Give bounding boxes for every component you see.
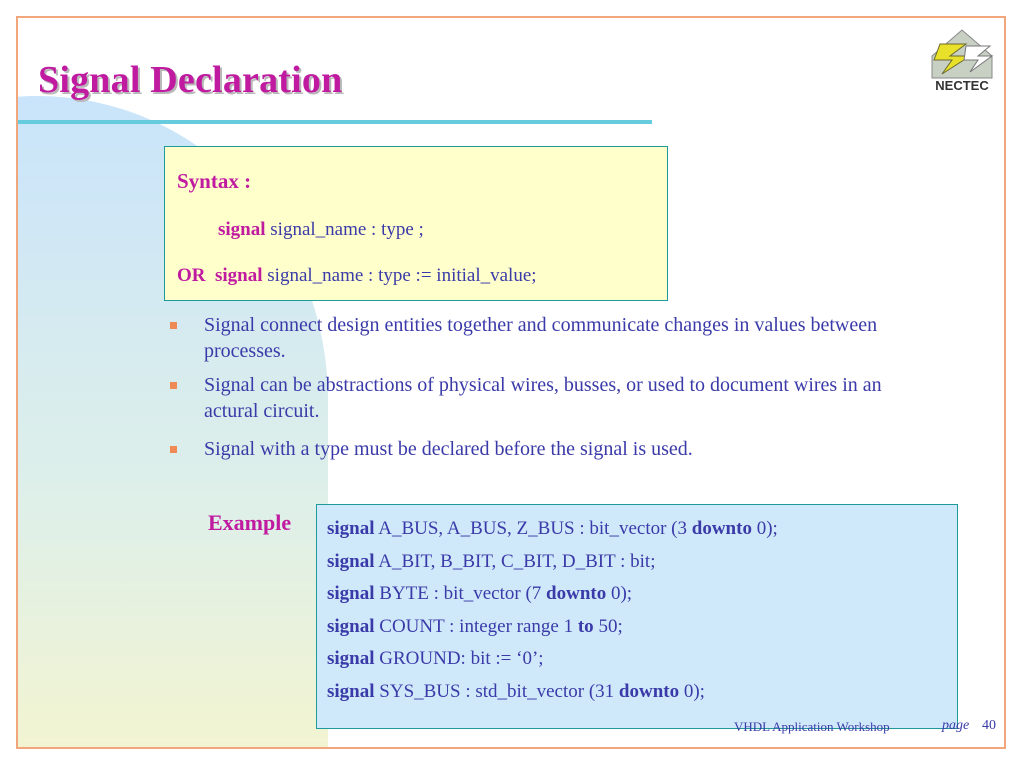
- syntax-line: [177, 265, 537, 287]
- code-line: [327, 643, 947, 676]
- code-text: COUNT : integer range 1: [374, 615, 578, 637]
- bullet-text: Signal connect design entities together and communicate changes in values between processes.: [204, 314, 878, 362]
- code-text: SYS_BUS : std_bit_vector (31: [374, 680, 619, 702]
- keyword: downto: [546, 583, 607, 604]
- bullet-list: [164, 312, 924, 462]
- code-text: 0);: [606, 583, 633, 604]
- code-line: [327, 546, 947, 579]
- keyword: signal: [327, 518, 375, 539]
- code-text: BYTE : bit_vector (7: [374, 583, 547, 604]
- syntax-text: signal_name : type ;: [265, 219, 424, 240]
- bullet-text: Signal can be abstractions of physical wires, busses, or used to document wires in an actural circuit.: [204, 374, 882, 422]
- page-label: page: [942, 718, 970, 733]
- syntax-heading: Syntax :: [177, 169, 252, 193]
- bullet-icon: [170, 446, 177, 453]
- page-number: 40: [982, 718, 996, 733]
- logo-text: NECTEC: [935, 78, 989, 93]
- example-code-box: [316, 504, 958, 729]
- code-text: 0);: [751, 518, 778, 539]
- syntax-box: [164, 146, 668, 301]
- syntax-text: signal_name : type := initial_value;: [262, 265, 537, 286]
- keyword: signal: [327, 648, 375, 669]
- keyword: signal: [327, 680, 375, 702]
- code-line: [327, 611, 947, 644]
- footer-workshop: VHDL Application Workshop: [734, 719, 890, 734]
- code-text: A_BUS, A_BUS, Z_BUS : bit_vector (3: [374, 518, 692, 539]
- code-text: A_BIT, B_BIT, C_BIT, D_BIT : bit;: [374, 550, 656, 572]
- example-label: Example: [208, 510, 292, 535]
- bullet-item: [164, 372, 924, 424]
- bullet-icon: [170, 382, 177, 389]
- keyword: to: [577, 615, 594, 637]
- code-text: GROUND: bit := ‘0’;: [374, 648, 544, 669]
- bullet-icon: [170, 322, 177, 329]
- code-line: [327, 676, 947, 709]
- keyword: signal: [327, 615, 375, 637]
- keyword: signal: [327, 583, 375, 604]
- slide-title: Signal Declaration: [38, 59, 343, 101]
- code-line: [327, 578, 947, 611]
- or-keyword: OR: [177, 265, 206, 286]
- keyword: signal: [327, 550, 375, 572]
- bullet-item: [164, 312, 924, 364]
- keyword: downto: [618, 680, 680, 702]
- code-text: 50;: [593, 615, 623, 637]
- syntax-line: [218, 219, 424, 241]
- keyword: signal: [218, 219, 266, 240]
- title-underline: [18, 120, 652, 124]
- bullet-item: [164, 436, 924, 462]
- slide-frame: [16, 16, 1006, 749]
- keyword: signal: [215, 265, 263, 286]
- code-text: 0);: [679, 680, 705, 702]
- keyword: downto: [691, 518, 752, 539]
- bullet-text: Signal with a type must be declared before the signal is used.: [204, 438, 693, 460]
- code-line: [327, 513, 947, 546]
- nectec-logo-icon: [920, 26, 1004, 110]
